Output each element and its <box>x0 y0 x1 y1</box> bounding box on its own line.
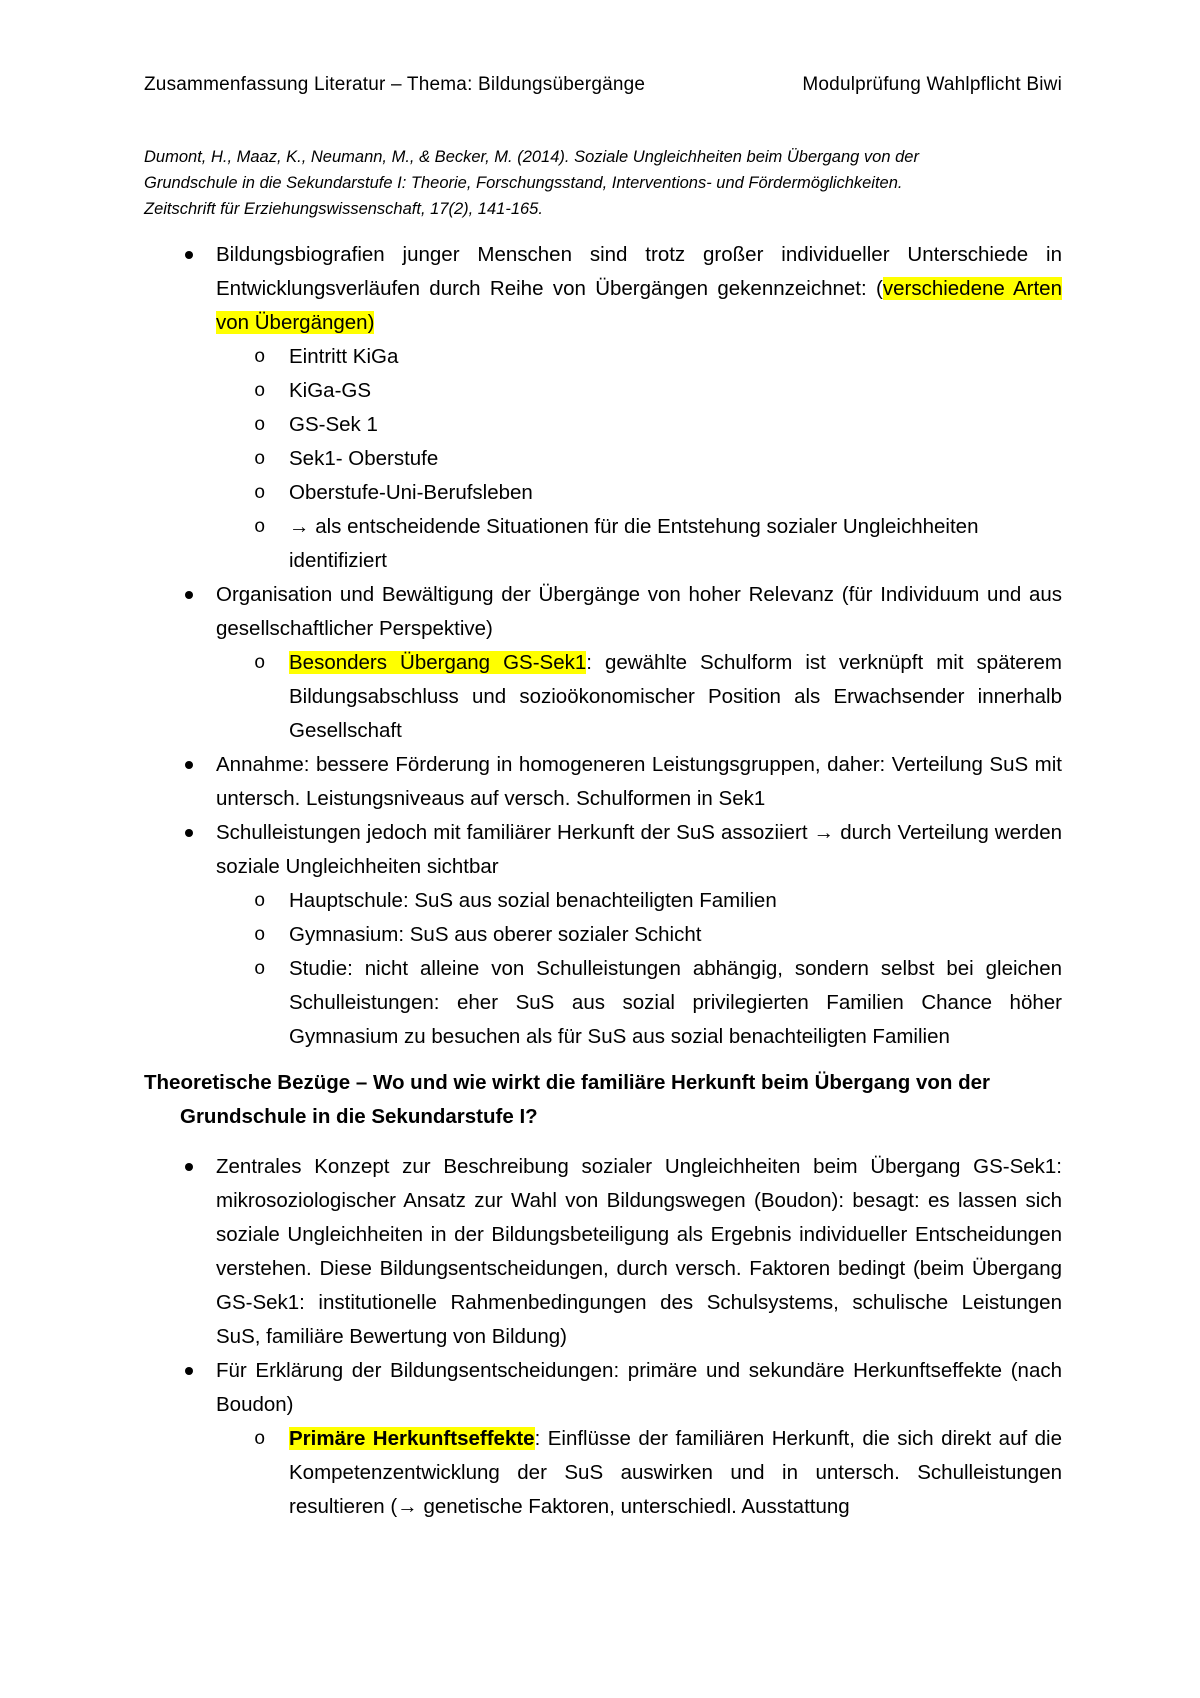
document-body <box>144 238 1062 1524</box>
sub-item: o Studie: nicht alleine von Schulleistungen abhängig, sondern selbst bei gleichen Schulleistungen: eher SuS aus sozial privilegierten Familien Chance höher Gymnasium zu besuchen als für SuS aus sozial benachteiligten Familien <box>144 952 1062 1054</box>
arrow-icon: → <box>813 821 835 844</box>
page-header <box>144 74 1062 96</box>
bullet-item: Organisation und Bewältigung der Übergänge von hoher Relevanz (für Individuum und aus gesellschaftlicher Perspektive) o Besonders Übergang GS-Sek1: gewählte Schulform ist verknüpft mit späterem Bildungsabschluss und sozioökonomischer Position als Erwachsender innerhalb Gesellschaft <box>144 578 1062 748</box>
citation-line: Zeitschrift für Erziehungswissenschaft, 17(2), 141-165. <box>144 200 543 218</box>
arrow-icon: → <box>397 1495 418 1518</box>
header-left: Zusammenfassung Literatur – Thema: Bildungsübergänge <box>144 74 646 95</box>
highlighted-text: Primäre Herkunftseffekte <box>289 1427 535 1450</box>
highlighted-text: verschiedene Arten von Übergängen) <box>216 277 1062 334</box>
bullet-item: Zentrales Konzept zur Beschreibung sozialer Ungleichheiten beim Übergang GS-Sek1: mikrosoziologischer Ansatz zur Wahl von Bildungswegen (Boudon): besagt: es lassen sich soziale Ungleichheiten in der Bildungsbeteiligung als Ergebnis individueller Entscheidungen verstehen. Diese Bildungsentscheidungen, durch versch. Faktoren bedingt (beim Übergang GS-Sek1: institutionelle Rahmenbedingungen des Schulsystems, schulische Leistungen SuS, familiäre Bewertung von Bildung) <box>144 1150 1062 1354</box>
highlighted-text: Besonders Übergang GS-Sek1 <box>289 651 587 674</box>
sub-item: o Primäre Herkunftseffekte: Einflüsse der familiären Herkunft, die sich direkt auf die Kompetenzentwicklung der SuS auswirken und in untersch. Schulleistungen resultieren (→ genetische Faktoren, unterschiedl. Ausstattung <box>144 1422 1062 1524</box>
sub-item: o Hauptschule: SuS aus sozial benachteiligten Familien <box>144 884 1062 918</box>
bullet-item: Für Erklärung der Bildungsentscheidungen: primäre und sekundäre Herkunftseffekte (nach Boudon) o Primäre Herkunftseffekte: Einflüsse der familiären Herkunft, die sich direkt auf die Kompetenzentwicklung der SuS auswirken und in untersch. Schulleistungen resultieren (→ genetische Faktoren, unterschiedl. Ausstattung <box>144 1354 1062 1524</box>
sub-item: o Eintritt KiGa <box>144 340 1062 374</box>
bullet-item: Bildungsbiografien junger Menschen sind trotz großer individueller Unterschiede in Entwicklungsverläufen durch Reihe von Übergängen gekennzeichnet: (verschiedene Arten von Übergängen) o Eintritt KiGa o KiGa-GS o GS-Sek 1 o Sek1- Oberstufe o Oberstufe-Uni-Berufsleben o → als entscheidende Situationen für die Entstehung sozialer Ungleichheiten identifiziert <box>144 238 1062 578</box>
bullet-item: Annahme: bessere Förderung in homogeneren Leistungsgruppen, daher: Verteilung SuS mit untersch. Leistungsniveaus auf versch. Schulformen in Sek1 <box>144 748 1062 816</box>
citation-line: Dumont, H., Maaz, K., Neumann, M., & Becker, M. (2014). Soziale Ungleichheiten beim Übergang von der <box>144 148 919 166</box>
bullet-item: Schulleistungen jedoch mit familiärer Herkunft der SuS assoziiert → durch Verteilung werden soziale Ungleichheiten sichtbar o Hauptschule: SuS aus sozial benachteiligten Familien o Gymnasium: SuS aus oberer sozialer Schicht o Studie: nicht alleine von Schulleistungen abhängig, sondern selbst bei gleichen Schulleistungen: eher SuS aus sozial privilegierten Familien Chance höher Gymnasium zu besuchen als für SuS aus sozial benachteiligten Familien <box>144 816 1062 1054</box>
sub-list <box>216 340 1062 578</box>
sub-item: o → als entscheidende Situationen für die Entstehung sozialer Ungleichheiten identifiziert <box>144 510 1062 578</box>
sub-item: o KiGa-GS <box>144 374 1062 408</box>
sub-list <box>216 1422 1062 1524</box>
sub-item: o GS-Sek 1 <box>144 408 1062 442</box>
sub-item: o Besonders Übergang GS-Sek1: gewählte Schulform ist verknüpft mit späterem Bildungsabschluss und sozioökonomischer Position als Erwachsender innerhalb Gesellschaft <box>144 646 1062 748</box>
sub-list <box>216 884 1062 1054</box>
sub-item: o Sek1- Oberstufe <box>144 442 1062 476</box>
sub-list <box>216 646 1062 748</box>
header-right: Modulprüfung Wahlpflicht Biwi <box>802 74 1062 95</box>
bullet-list <box>144 1150 1062 1524</box>
section-heading: Theoretische Bezüge – Wo und wie wirkt die familiäre Herkunft beim Übergang von der Grundschule in die Sekundarstufe I? <box>144 1071 990 1128</box>
citation <box>144 144 1062 222</box>
citation-line: Grundschule in die Sekundarstufe I: Theorie, Forschungsstand, Interventions- und Fördermöglichkeiten. <box>144 174 903 192</box>
sub-item: o Oberstufe-Uni-Berufsleben <box>144 476 1062 510</box>
arrow-icon: → <box>289 515 310 538</box>
bullet-list <box>144 238 1062 1054</box>
sub-item: o Gymnasium: SuS aus oberer sozialer Schicht <box>144 918 1062 952</box>
